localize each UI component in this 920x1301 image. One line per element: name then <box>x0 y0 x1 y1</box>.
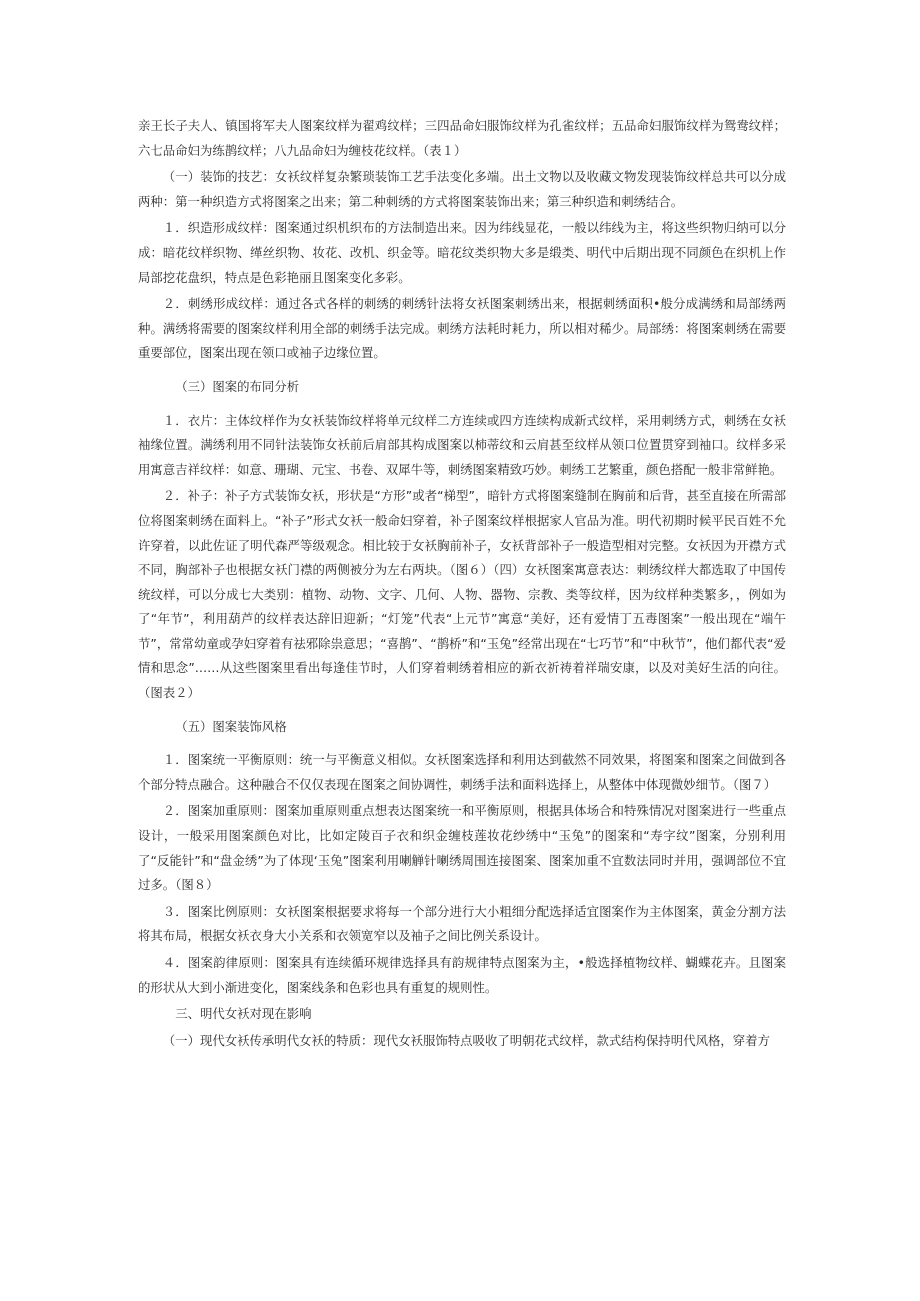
paragraph-buzi-badges: ２．补子：补子方式装饰女袄，形状是“方形”或者“梯型”，暗针方式将图案缝制在胸前和后背，甚至直接在所需部位将图案刺绣在面料上。“补子”形式女袄一般命妇穿着，补子图案纹样根据家人官品为准。明代初期时候平民百姓不允许穿着，以此佐证了明代森严等级观念。相比较于女袄胸前补子，女袄背部补子一般造型相对完整。女袄因为开襟方式不同，胸部补子也根据女袄门襟的两侧被分为左右两块。（图６）（四）女袄图案寓意表达：刺绣纹样大都选取了中国传统纹样，可以分成七大类别：植物、动物、文字、几何、人物、器物、宗教、类等纹样，因为纹样种类繁多，，例如为了“年节”，利用葫芦的纹样表达辞旧迎新；“灯笼”代表“上元节”寓意“美好，还有爱情丁五毒图案”一般出现在“端午节”，常常幼童或孕妇穿着有祛邪除祟意思；“喜鹊”、“鹊桥”和“玉兔”经常出现在“七巧节”和“中秋节”，他们都代表“爱情和思念”……从这些图案里看出每逢佳节时，人们穿着刺绣着相应的新衣祈祷着祥瑞安康，以及对美好生活的向往。（图表２） <box>138 488 786 701</box>
paragraph-unity-balance: １．图案统一平衡原则：统一与平衡意义相似。女袄图案选择和利用达到截然不同效果，将图案和图案之间做到各个部分特点融合。这种融合不仅仅表现在图案之间协调性，刺绣手法和面料选择上，从整体中体现微妙细节。（图７） <box>138 752 786 792</box>
document-body <box>138 114 786 1053</box>
paragraph-garment-pieces: １．衣片：主体纹样作为女袄装饰纹样将单元纹样二方连续或四方连续构成新式纹样，采用刺绣方式，刺绣在女袄袖缘位置。满绣利用不同针法装饰女袄前后肩部其构成图案以柿蒂纹和云肩甚至纹样从领口位置贯穿到袖口。纹样多采用寓意吉祥纹样：如意、珊瑚、元宝、书卷、双犀牛等，刺绣图案精致巧妙。刺绣工艺繁重，颜色搭配一般非常鲜艳。 <box>138 412 786 477</box>
section-heading-style: （五）图案装饰风格 <box>175 718 287 734</box>
paragraph-rank-patterns: 亲王长子夫人、镇国将军夫人图案纹样为翟鸡纹样；三四品命妇服饰纹样为孔雀纹样；五品命妇服饰纹样为鸳鸯纹样；六七品命妇为练鹊纹样；八九品命妇为缠枝花纹样。（表１） <box>138 118 786 158</box>
paragraph-modern-inheritance: （一）现代女袄传承明代女袄的特质：现代女袄服饰特点吸收了明朝花式纹样，款式结构保持明代风格，穿着方 <box>162 1032 770 1048</box>
paragraph-emphasis: ２．图案加重原则：图案加重原则重点想表达图案统一和平衡原则，根据具体场合和特殊情况对图案进行一些重点设计，一般采用图案颜色对比，比如定陵百子衣和织金缠枝莲妆花纱绣中“玉兔”的图案和“寿字纹”图案，分别利用了“反能针”和“盘金绣”为了体现‘玉兔”图案利用喇觯针喇绣周围连接图案、图案加重不宜数法同时并用，强调部位不宜过多。（图８） <box>138 803 786 893</box>
paragraph-weaving-patterns: １．织造形成纹样：图案通过织机织布的方法制造出来。因为纬线显花，一般以纬线为主，将这些织物归纳可以分成：暗花纹样织物、缂丝织物、妆花、改机、织金等。暗花纹类织物大多是缎类、明代中后期出现不同颜色在织机上作局部挖花盘织，特点是色彩艳丽且图案变化多彩。 <box>138 220 786 285</box>
section-heading-modern-influence: 三、明代女袄对现在影响 <box>175 1006 312 1022</box>
paragraph-proportion: ３．图案比例原则：女袄图案根据要求将每一个部分进行大小粗细分配选择适宜图案作为主体图案，黄金分割方法将其布局，根据女袄衣身大小关系和衣领宽窄以及袖子之间比例关系设计。 <box>138 903 786 944</box>
paragraph-rhythm: ４．图案韵律原则：图案具有连续循环规律选择具有韵规律特点图案为主，•般选择植物纹样、蝴蝶花卉。且图案的形状从大到小渐进变化，图案线条和色彩也具有重复的规则性。 <box>138 955 786 995</box>
paragraph-decoration-techniques: （一）装饰的技艺：女袄纹样复杂繁琐装饰工艺手法变化多端。出土文物以及收藏文物发现装饰纹样总共可以分成两种：第一种织造方式将图案之出来；第二种刺绣的方式将图案装饰出来；第三种织造和刺绣结合。 <box>138 169 786 209</box>
paragraph-embroidery-patterns: ２．刺绣形成纹样：通过各式各样的刺绣的刺绣针法将女袄图案刺绣出来，根据刺绣面积•般分成满绣和局部绣两种。满绣将需要的图案纹样利用全部的刺绣手法完成。刺绣方法耗时耗力，所以相对稀少。局部绣：将图案刺绣在需要重要部位，图案出现在领口或袖子边缘位置。 <box>138 296 786 361</box>
section-heading-layout: （三）图案的布同分析 <box>175 378 300 394</box>
